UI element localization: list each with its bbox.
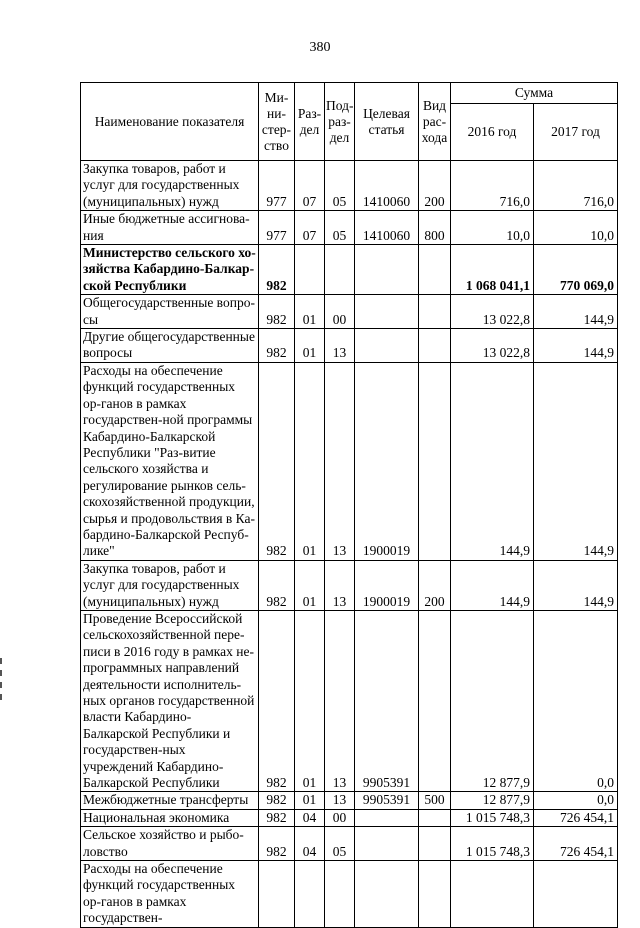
table-body [81, 161, 618, 928]
row-ministry [259, 861, 295, 928]
row-sum-2017: 144,9 [534, 560, 618, 610]
row-kind: 800 [419, 211, 451, 245]
header-year-2016: 2016 год [451, 104, 534, 161]
table-row [81, 362, 618, 560]
table-row [81, 161, 618, 211]
row-section [295, 861, 325, 928]
row-name: Межбюджетные трансферты [81, 792, 259, 809]
row-target [355, 329, 419, 363]
row-target [355, 809, 419, 826]
row-name: Министерство сельского хо-зяйства Кабардино-Балкар-ской Республики [81, 245, 259, 295]
row-kind [419, 362, 451, 560]
row-target [355, 827, 419, 861]
row-sum-2017: 726 454,1 [534, 827, 618, 861]
row-sum-2016: 716,0 [451, 161, 534, 211]
row-kind: 200 [419, 560, 451, 610]
table-row [81, 792, 618, 809]
page-number: 380 [309, 40, 331, 55]
row-kind: 500 [419, 792, 451, 809]
row-target: 1410060 [355, 161, 419, 211]
row-sum-2016: 1 015 748,3 [451, 809, 534, 826]
row-sum-2017: 716,0 [534, 161, 618, 211]
row-name: Общегосударственные вопро-сы [81, 295, 259, 329]
row-sum-2017: 144,9 [534, 295, 618, 329]
row-sum-2017: 10,0 [534, 211, 618, 245]
table-row [81, 809, 618, 826]
row-kind [419, 295, 451, 329]
row-kind [419, 610, 451, 791]
row-ministry: 982 [259, 610, 295, 791]
row-section: 01 [295, 792, 325, 809]
row-subsection: 13 [325, 792, 355, 809]
row-name: Иные бюджетные ассигнова-ния [81, 211, 259, 245]
row-section: 07 [295, 161, 325, 211]
row-sum-2016: 1 068 041,1 [451, 245, 534, 295]
row-name: Расходы на обеспечение функций государственных ор-ганов в рамках государствен- [81, 861, 259, 928]
row-sum-2017: 0,0 [534, 792, 618, 809]
row-sum-2016: 12 877,9 [451, 792, 534, 809]
row-sum-2016: 144,9 [451, 560, 534, 610]
row-subsection: 13 [325, 329, 355, 363]
row-name: Сельское хозяйство и рыбо-ловство [81, 827, 259, 861]
row-subsection [325, 245, 355, 295]
row-target: 1900019 [355, 560, 419, 610]
header-sum: Сумма [451, 83, 618, 104]
row-sum-2016: 12 877,9 [451, 610, 534, 791]
row-sum-2016: 1 015 748,3 [451, 827, 534, 861]
table-row [81, 560, 618, 610]
row-section: 04 [295, 809, 325, 826]
row-sum-2016 [451, 861, 534, 928]
row-subsection: 00 [325, 295, 355, 329]
header-section: Раз- дел [295, 83, 325, 161]
table-row [81, 827, 618, 861]
row-subsection: 05 [325, 161, 355, 211]
header-ministry: Ми- ни- стер- ство [259, 83, 295, 161]
row-kind [419, 245, 451, 295]
row-ministry: 982 [259, 329, 295, 363]
budget-table [80, 82, 618, 928]
row-sum-2016: 10,0 [451, 211, 534, 245]
row-target: 1900019 [355, 362, 419, 560]
scan-marks [0, 658, 3, 708]
row-name: Национальная экономика [81, 809, 259, 826]
table-row [81, 329, 618, 363]
row-target: 9905391 [355, 792, 419, 809]
row-kind [419, 861, 451, 928]
row-ministry: 977 [259, 211, 295, 245]
table-header [81, 83, 618, 161]
row-subsection [325, 861, 355, 928]
row-target: 1410060 [355, 211, 419, 245]
row-subsection: 00 [325, 809, 355, 826]
row-ministry: 982 [259, 245, 295, 295]
row-section [295, 245, 325, 295]
row-section: 07 [295, 211, 325, 245]
row-kind [419, 827, 451, 861]
row-target [355, 245, 419, 295]
header-subsection: Под- раз- дел [325, 83, 355, 161]
row-target [355, 861, 419, 928]
row-sum-2017: 726 454,1 [534, 809, 618, 826]
row-ministry: 982 [259, 295, 295, 329]
row-section: 01 [295, 329, 325, 363]
row-sum-2016: 13 022,8 [451, 295, 534, 329]
row-name: Закупка товаров, работ и услуг для государственных (муниципальных) нужд [81, 560, 259, 610]
table-row [81, 211, 618, 245]
row-ministry: 982 [259, 362, 295, 560]
row-kind: 200 [419, 161, 451, 211]
row-ministry: 982 [259, 792, 295, 809]
row-ministry: 977 [259, 161, 295, 211]
row-section: 01 [295, 362, 325, 560]
row-subsection: 13 [325, 362, 355, 560]
row-name: Другие общегосударственные вопросы [81, 329, 259, 363]
header-name: Наименование показателя [81, 83, 259, 161]
row-sum-2017: 0,0 [534, 610, 618, 791]
row-sum-2016: 13 022,8 [451, 329, 534, 363]
header-target: Целевая статья [355, 83, 419, 161]
row-target [355, 295, 419, 329]
table-row [81, 610, 618, 791]
row-sum-2017 [534, 861, 618, 928]
row-target: 9905391 [355, 610, 419, 791]
row-section: 01 [295, 610, 325, 791]
row-ministry: 982 [259, 827, 295, 861]
row-name: Проведение Всероссийской сельскохозяйственной пере-писи в 2016 году в рамках не-программных направлений деятельности исполнитель-ных органов государственной власти Кабардино-Балкарской Республики и государствен-ных учреждений Кабардино-Балкарской Республики [81, 610, 259, 791]
row-subsection: 13 [325, 560, 355, 610]
table-row [81, 245, 618, 295]
row-sum-2017: 144,9 [534, 329, 618, 363]
row-subsection: 05 [325, 827, 355, 861]
table-row [81, 295, 618, 329]
row-section: 04 [295, 827, 325, 861]
row-subsection: 13 [325, 610, 355, 791]
row-ministry: 982 [259, 809, 295, 826]
row-sum-2017: 144,9 [534, 362, 618, 560]
row-sum-2016: 144,9 [451, 362, 534, 560]
row-subsection: 05 [325, 211, 355, 245]
row-ministry: 982 [259, 560, 295, 610]
row-sum-2017: 770 069,0 [534, 245, 618, 295]
header-kind: Вид рас- хода [419, 83, 451, 161]
row-name: Расходы на обеспечение функций государственных ор-ганов в рамках государствен-ной программы Кабардино-Балкарской Республики "Раз-витие сельского хозяйства и регулирование рынков сель-скохозяйственной продукции, сырья и продовольствия в Ка-бардино-Балкарской Респуб-лике" [81, 362, 259, 560]
row-kind [419, 809, 451, 826]
row-name: Закупка товаров, работ и услуг для государственных (муниципальных) нужд [81, 161, 259, 211]
table-row [81, 861, 618, 928]
row-section: 01 [295, 560, 325, 610]
row-kind [419, 329, 451, 363]
row-section: 01 [295, 295, 325, 329]
header-year-2017: 2017 год [534, 104, 618, 161]
